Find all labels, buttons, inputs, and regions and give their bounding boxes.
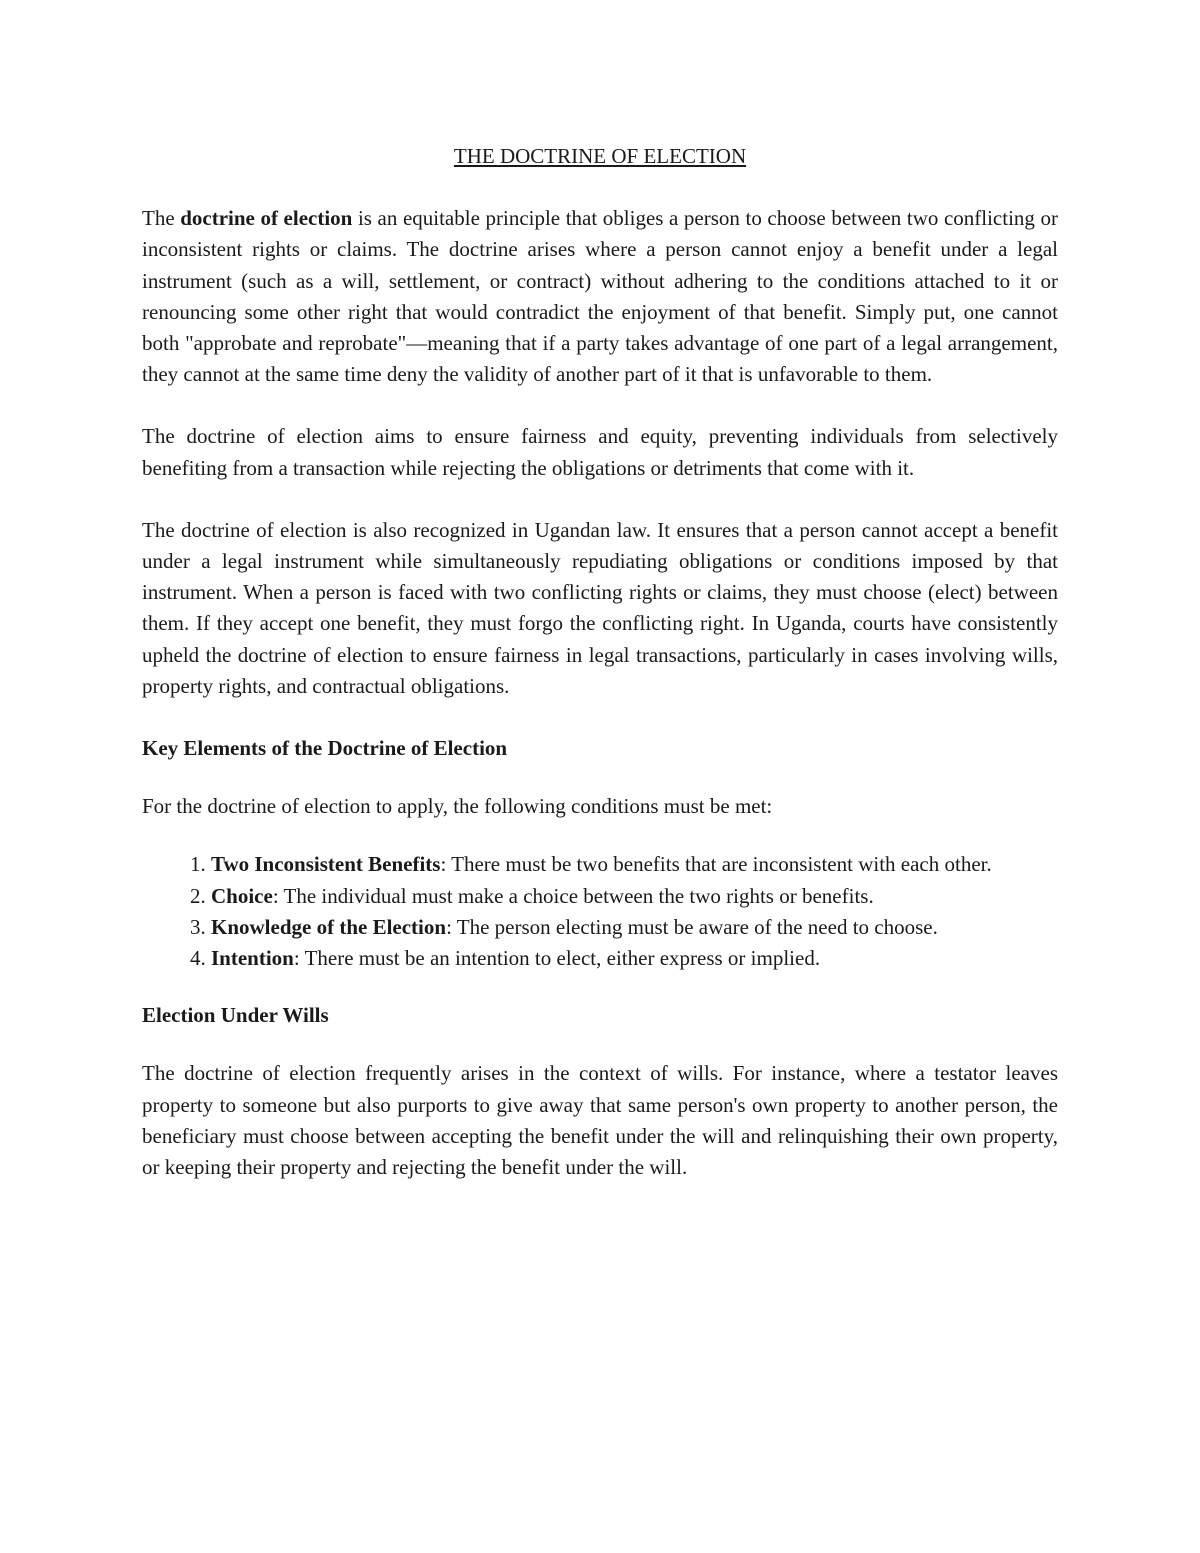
list-item-text: : There must be two benefits that are inconsistent with each other. <box>440 852 992 877</box>
key-elements-heading: Key Elements of the Doctrine of Election <box>142 736 508 761</box>
list-item-text: : There must be an intention to elect, either express or implied. <box>293 946 821 971</box>
document-page <box>142 141 1058 1214</box>
list-item-term: Two Inconsistent Benefits <box>211 852 441 877</box>
wills-paragraph: The doctrine of election frequently arises in the context of wills. For instance, where a testator leaves property to someone but also purports to give away that same person's own property to another person, the beneficiary must choose between accepting the benefit under the will and relinquishing their own property, or keeping their property and rejecting the benefit under the will. <box>142 1061 1058 1180</box>
list-item-term: Choice <box>211 883 273 908</box>
intro-p1-rest: is an equitable principle that obliges a person to choose between two conflicting or inconsistent rights or claims. The doctrine arises where a person cannot enjoy a benefit under a legal instrument (such as a will, settlement, or contract) without adhering to the conditions attached to it or renouncing some other right that would contradict the enjoyment of that benefit. Simply put, one cannot both "approbate and reprobate"—meaning that if a party takes advantage of one part of a legal arrangement, they cannot at the same time deny the validity of another part of it that is unfavorable to them. <box>142 206 1058 387</box>
key-elements-list <box>142 849 1058 974</box>
list-item <box>211 912 1058 943</box>
list-item <box>211 881 1058 912</box>
list-item-text: : The individual must make a choice between the two rights or benefits. <box>272 883 874 908</box>
list-item-term: Intention <box>211 946 294 971</box>
list-item <box>211 943 1058 974</box>
intro-p1-bold-term: doctrine of election <box>180 206 353 231</box>
intro-paragraph-1 <box>142 203 1058 390</box>
intro-paragraph-3: The doctrine of election is also recognized in Ugandan law. It ensures that a person cannot accept a benefit under a legal instrument while simultaneously repudiating obligations or conditions imposed by that instrument. When a person is faced with two conflicting rights or claims, they must choose (elect) between them. If they accept one benefit, they must forgo the conflicting right. In Uganda, courts have consistently upheld the doctrine of election to ensure fairness in legal transactions, particularly in cases involving wills, property rights, and contractual obligations. <box>142 517 1058 698</box>
list-item-term: Knowledge of the Election <box>211 914 447 939</box>
list-item <box>211 849 1058 880</box>
key-elements-lead: For the doctrine of election to apply, the following conditions must be met: <box>142 794 773 819</box>
list-item-text: : The person electing must be aware of the need to choose. <box>446 914 938 939</box>
wills-heading: Election Under Wills <box>142 1003 329 1028</box>
intro-p1-start: The <box>142 206 181 231</box>
intro-paragraph-2: The doctrine of election aims to ensure fairness and equity, preventing individuals from selectively benefiting from a transaction while rejecting the obligations or detriments that come with it. <box>142 424 1058 480</box>
document-title: THE DOCTRINE OF ELECTION <box>453 144 747 168</box>
